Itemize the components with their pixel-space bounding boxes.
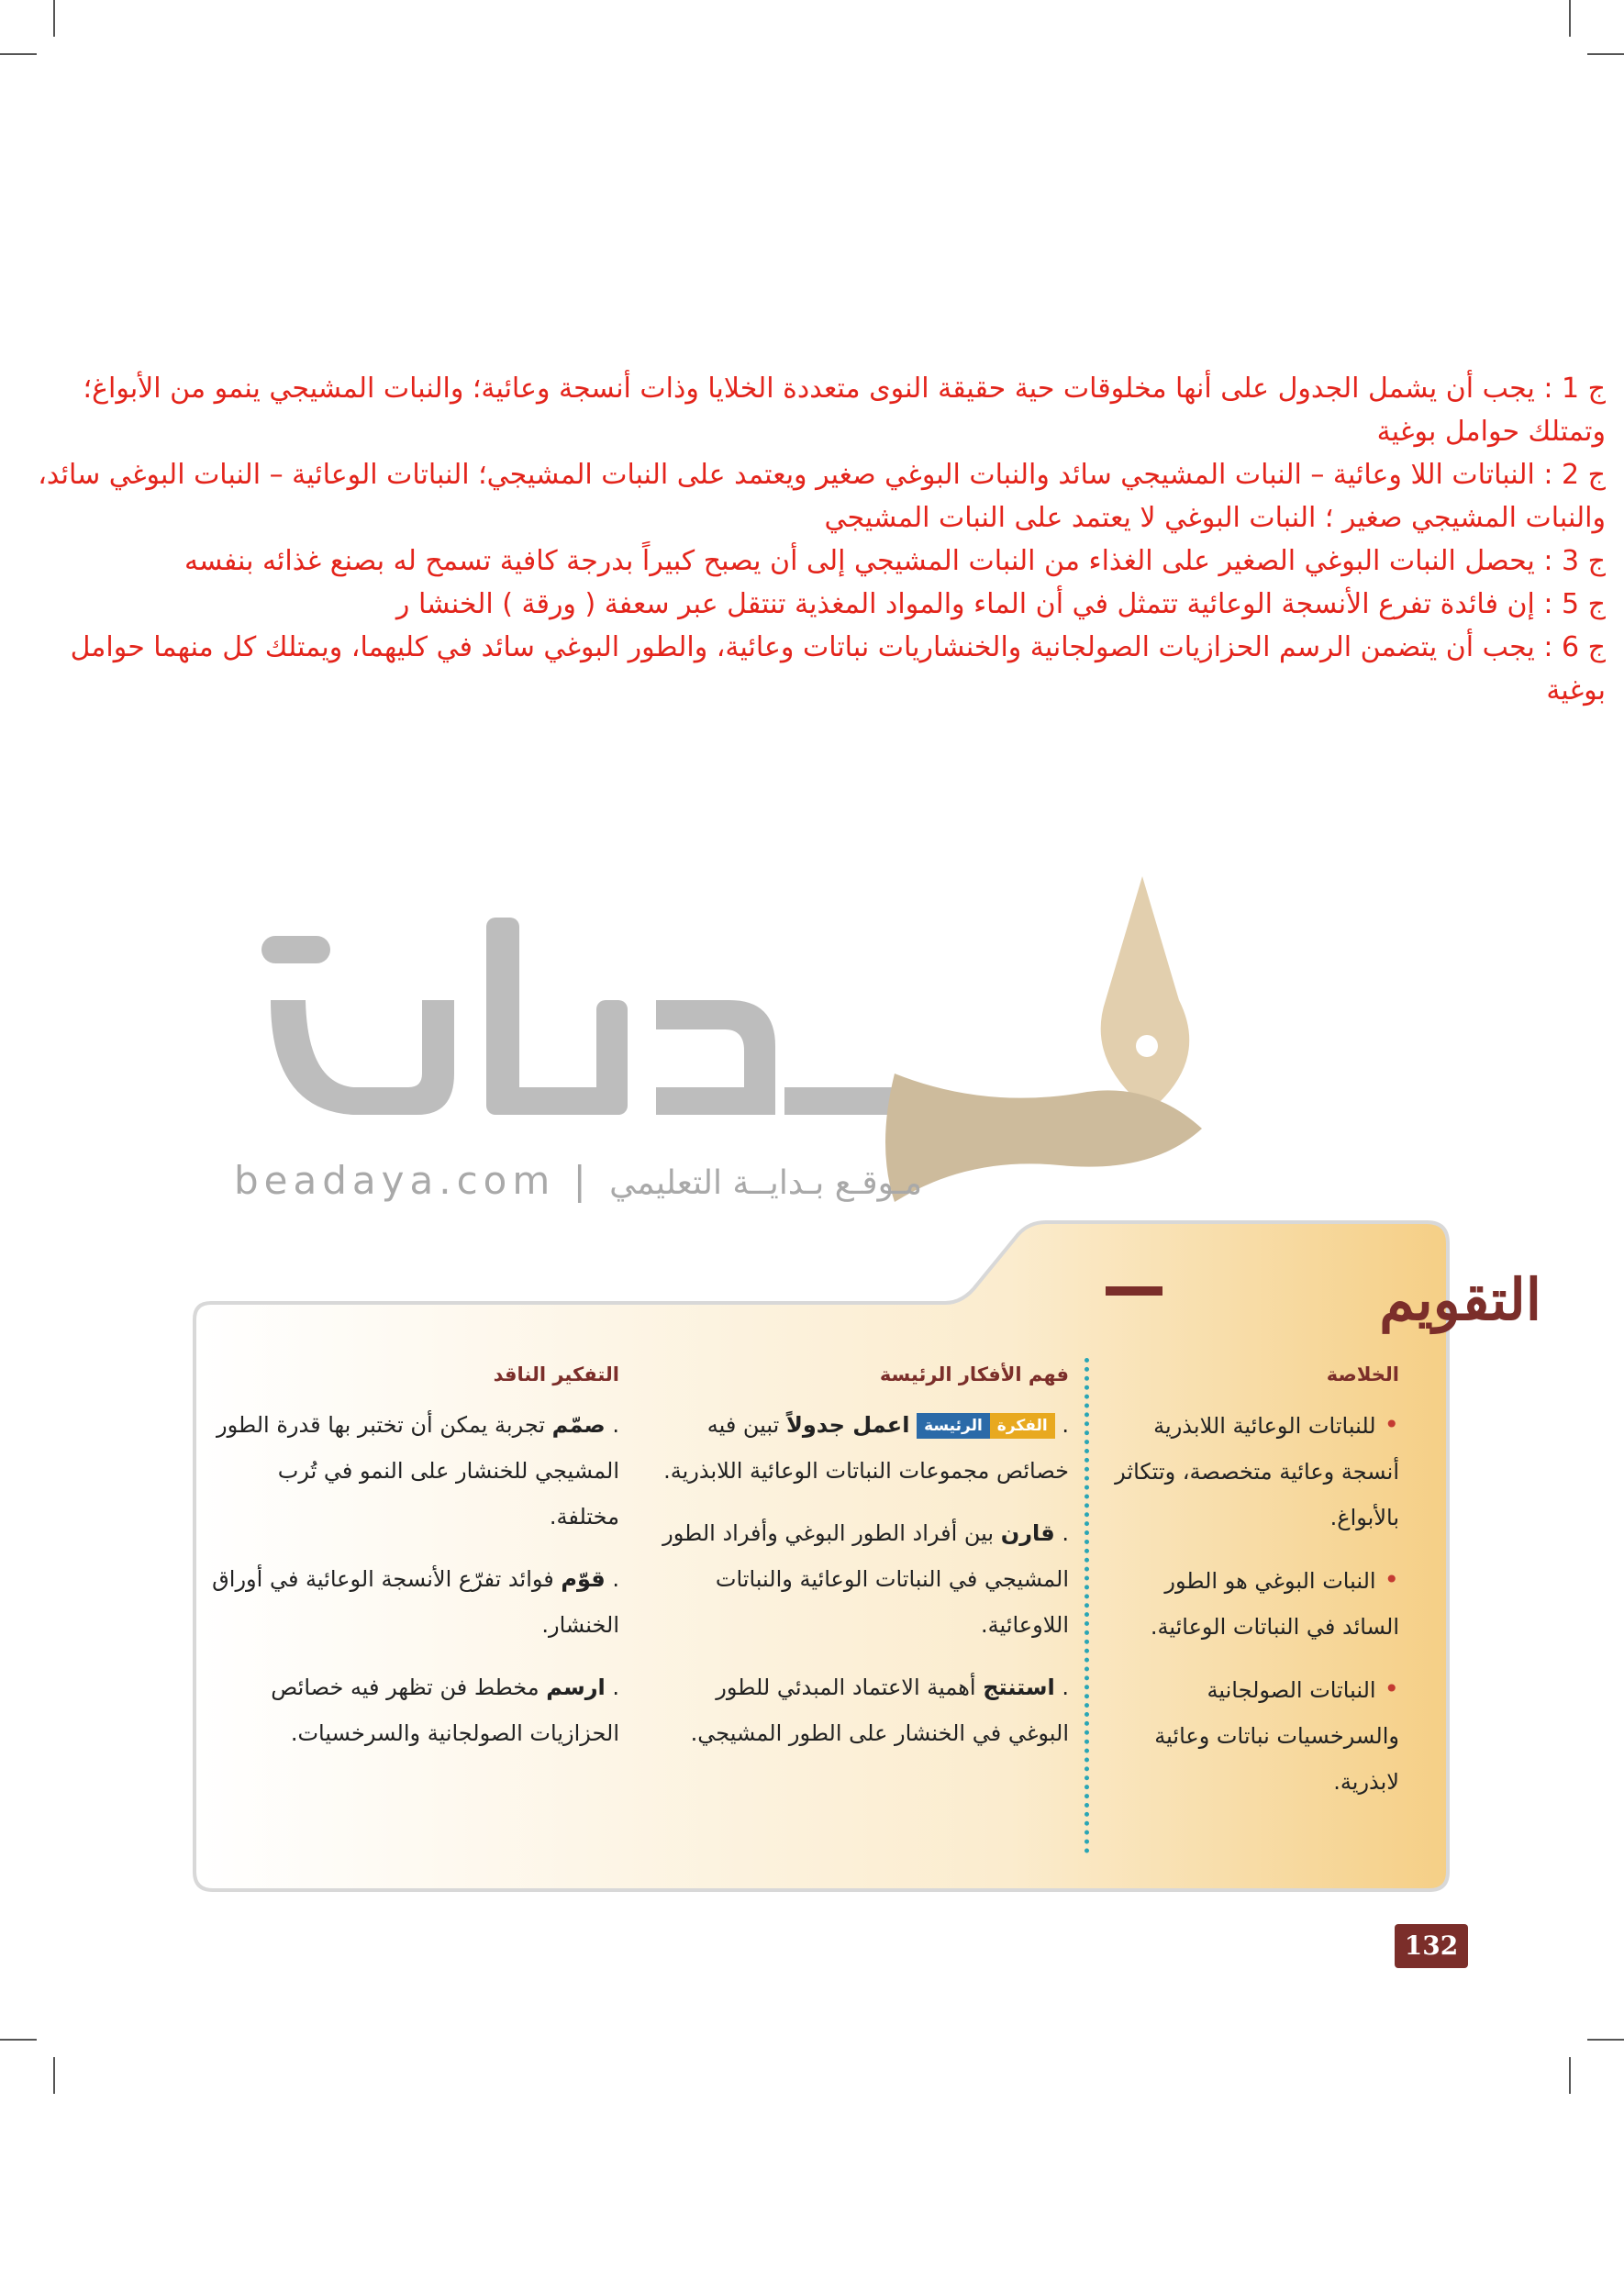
bullet-icon: • bbox=[1375, 1674, 1399, 1704]
answer-item: ج 6 : يجب أن يتضمن الرسم الحزازيات الصولجانية والخنشاريات نباتات وعائية، والطور البوغي سائد في كليهما، ويمتلك كل منهما حوامل بوغية bbox=[70, 631, 1606, 707]
idea-tag: الفكرة bbox=[990, 1413, 1055, 1439]
main-idea-item: . استنتج أهمية الاعتماد المبدئي للطور البوغي في الخنشار على الطور المشيجي. bbox=[690, 1674, 1069, 1746]
main-idea-item: . الفكرةالرئيسة اعمل جدولاً تبين فيه خصائص مجموعات النباتات الوعائية اللابذرية. bbox=[663, 1412, 1069, 1484]
crop-mark bbox=[53, 0, 55, 37]
bullet-icon: • bbox=[1375, 1564, 1399, 1595]
summary-column bbox=[1101, 1360, 1399, 1821]
beadaya-watermark-logo bbox=[234, 862, 1207, 1202]
critical-item: . صمّم تجربة يمكن أن تختبر بها قدرة الطور المشيجي للخنشار على النمو في تُرب مختلفة. bbox=[217, 1412, 619, 1530]
summary-item: • النباتات الصولجانية والسرخسيات نباتات وعائية لابذرية. bbox=[1154, 1674, 1399, 1795]
crop-mark bbox=[0, 2039, 37, 2041]
summary-item: • النبات البوغي هو الطور السائد في النباتات الوعائية. bbox=[1150, 1564, 1399, 1640]
answer-item: ج 3 : يحصل النبات البوغي الصغير على الغذاء من النبات المشيجي إلى أن يصبح كبيراً بدرجة كافية تسمح له بصنع غذائه بنفسه bbox=[184, 545, 1606, 577]
summary-item: • للنباتات الوعائية اللابذرية أنسجة وعائية متخصصة، وتتكاثر بالأبواغ. bbox=[1115, 1409, 1399, 1530]
answer-item: ج 1 : يجب أن يشمل الجدول على أنها مخلوقات حية حقيقة النوى متعددة الخلايا وذات أنسجة وعائية؛ والنبات المشيجي ينمو من الأبواغ؛ وتمتلك حوامل بوغية bbox=[83, 373, 1606, 448]
answers-block bbox=[26, 367, 1606, 712]
page-number: 132 bbox=[1395, 1924, 1468, 1968]
crop-mark bbox=[53, 2057, 55, 2094]
crop-mark bbox=[0, 53, 37, 55]
critical-heading: التفكير الناقد bbox=[493, 1363, 619, 1385]
answer-item: ج 2 : النباتات اللا وعائية – النبات المشيجي سائد والنبات البوغي صغير ويعتمد على النبات المشيجي؛ النباتات الوعائية – النبات البوغي سائد، والنبات المشيجي صغير ؛ النبات البوغي لا يعتمد على النبات المشيجي bbox=[38, 459, 1606, 534]
crop-mark bbox=[1587, 2039, 1624, 2041]
review-title: التقويم bbox=[1379, 1266, 1541, 1333]
bullet-icon: • bbox=[1375, 1409, 1399, 1440]
watermark-tagline: مـوقـع بـدايــة التعليمي bbox=[609, 1164, 923, 1202]
main-ideas-heading: فهم الأفكار الرئيسة bbox=[879, 1363, 1069, 1385]
watermark-site: beadaya.com bbox=[234, 1158, 556, 1203]
main-ideas-column bbox=[651, 1360, 1069, 1773]
crop-mark bbox=[1569, 2057, 1571, 2094]
title-dash bbox=[1106, 1286, 1162, 1296]
critical-item: . ارسم مخطط فن تظهر فيه خصائص الحزازيات الصولجانية والسرخسيات. bbox=[271, 1674, 619, 1746]
summary-heading: الخلاصة bbox=[1326, 1363, 1399, 1385]
answer-item: ج 5 : إن فائدة تفرع الأنسجة الوعائية تتمثل في أن الماء والمواد المغذية تنتقل عبر سعفة ( ورقة ) الخنشا ر bbox=[395, 588, 1606, 620]
crop-mark bbox=[1569, 0, 1571, 37]
watermark-separator: | bbox=[573, 1158, 592, 1203]
critical-thinking-column bbox=[211, 1360, 619, 1773]
main-tag: الرئيسة bbox=[917, 1413, 990, 1439]
crop-mark bbox=[1587, 53, 1624, 55]
critical-item: . قوّم فوائد تفرّع الأنسجة الوعائية في أوراق الخنشار. bbox=[212, 1566, 619, 1638]
watermark-caption bbox=[234, 1158, 968, 1213]
main-idea-item: . قارن بين أفراد الطور البوغي وأفراد الطور المشيجي في النباتات الوعائية والنباتات اللاوعائية. bbox=[662, 1520, 1069, 1638]
column-divider bbox=[1085, 1358, 1089, 1853]
